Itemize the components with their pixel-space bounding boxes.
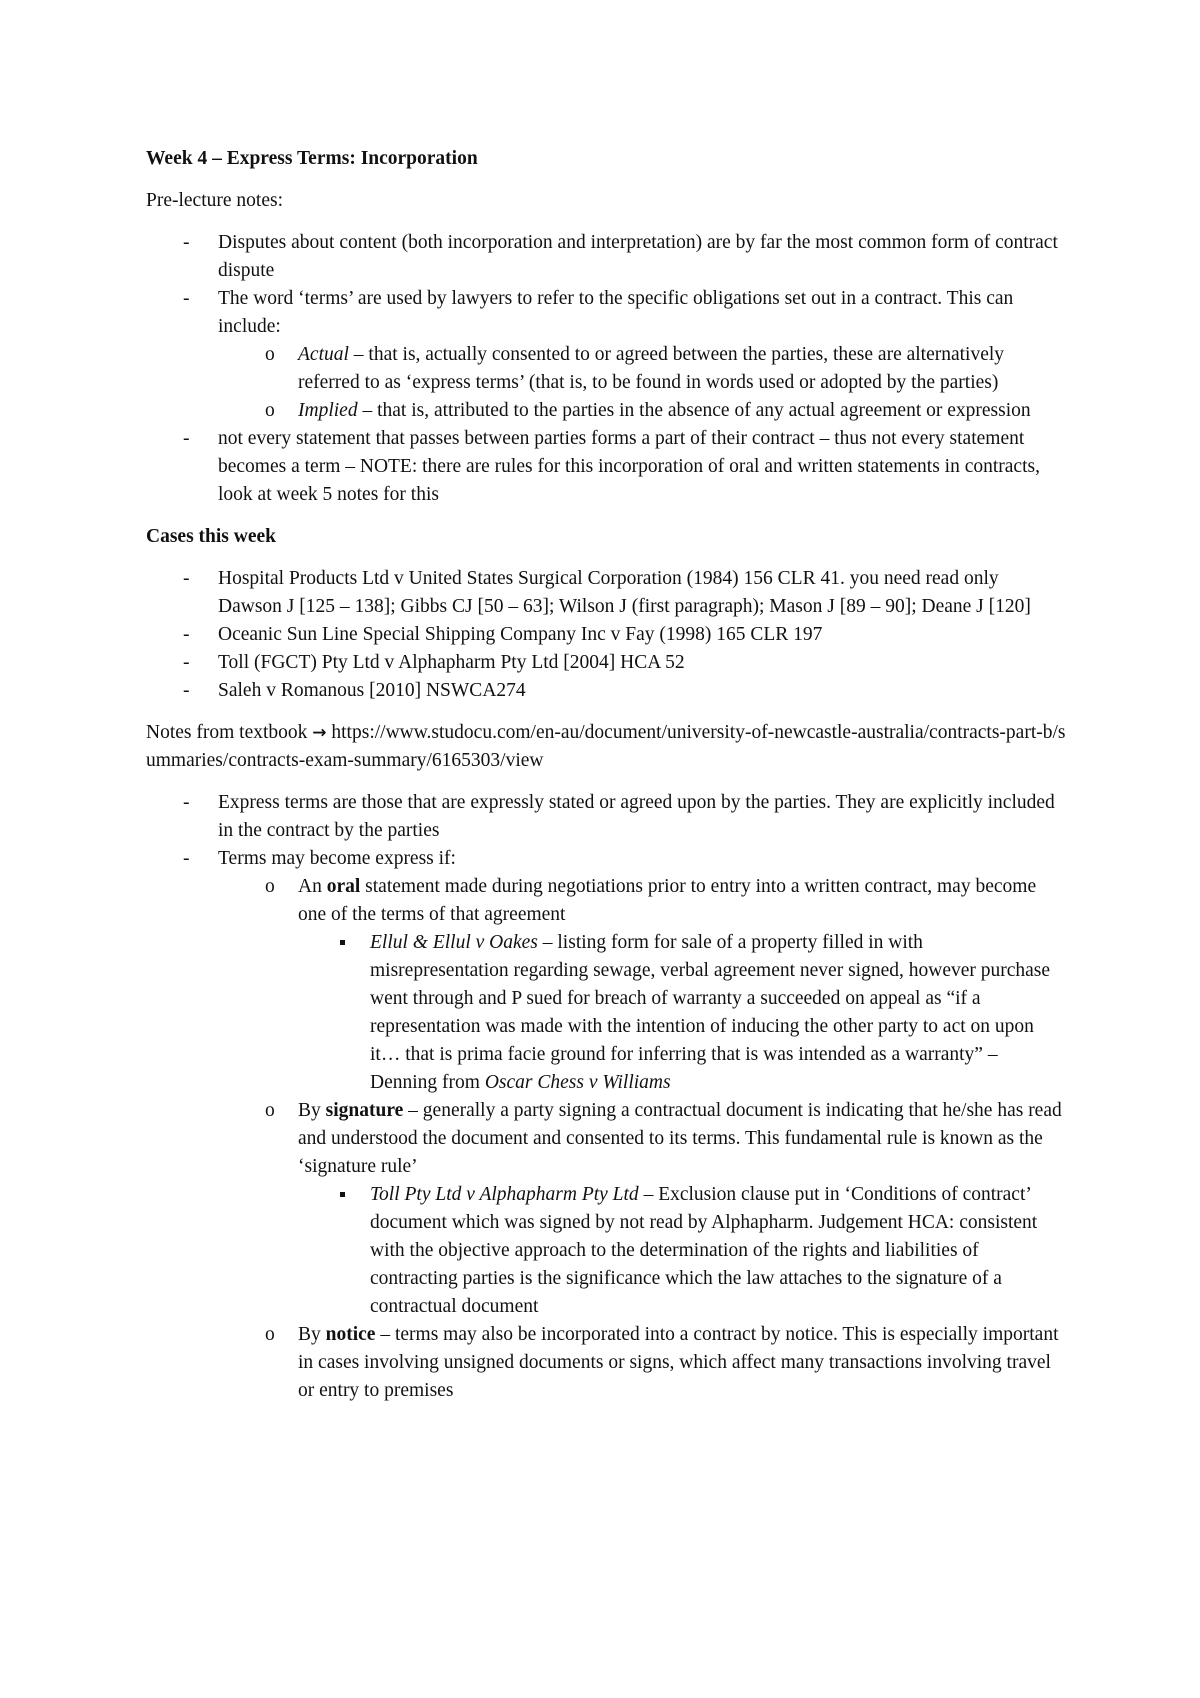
prelecture-list [146,229,1066,341]
sub-item-text: By [298,1100,326,1121]
list-item-text: Express terms are those that are expressly stated or agreed upon by the parties. They are explicitly included in the contract by the parties [218,792,1055,841]
list-item [146,789,1066,845]
case-name: Toll Pty Ltd v Alphapharm Pty Ltd [370,1184,639,1205]
case-detail-toll [298,1181,1066,1321]
dash-bullet: - [183,848,190,869]
document-page [146,145,1066,1405]
sub-list-item [218,341,1066,397]
prelecture-label: Pre-lecture notes: [146,190,283,211]
textbook-note [146,719,1066,775]
sub-list-item-oral [218,873,1066,929]
case-text: Hospital Products Ltd v United States Surgical Corporation (1984) 156 CLR 41. you need read only Dawson J [125 – 138]; Gibbs CJ [50 – 63]; Wilson J (first paragraph); Mason J [89 – 90]; Deane J [120] [218,568,1031,617]
list-item [146,229,1066,285]
case-detail-text: – listing form for sale of a property filled in with misrepresentation regarding sewage, verbal agreement never signed, however purchase went through and P sued for breach of warranty a succeeded on appeal as “if a representation was made with the intention of inducing the other party to act on upon it… that is prima facie ground for inferring that is was intended as a warranty” – Denning from [370,932,1051,1093]
case-item [146,649,1066,677]
keyword-notice: notice [325,1324,376,1345]
term-actual: Actual [298,344,349,365]
arrow-icon: → [312,723,327,743]
case-detail-text: – Exclusion clause put in ‘Conditions of contract’ document which was signed by not read by Alphapharm. Judgement HCA: consistent with the objective approach to the determination of the rights and liabilities of contracting parties is the significance which the law attaches to the signature of a contractual document [370,1184,1038,1317]
page-title: Week 4 – Express Terms: Incorporation [146,148,478,169]
square-bullet [340,1192,345,1197]
prelecture-list-continued [146,425,1066,509]
o-bullet: o [265,400,275,421]
o-bullet: o [265,1324,275,1345]
o-bullet: o [265,344,275,365]
case-text: Saleh v Romanous [2010] NSWCA274 [218,680,526,701]
express-list [146,789,1066,873]
sub-list-item [218,397,1066,425]
case-item [146,565,1066,621]
dash-bullet: - [183,652,190,673]
dash-bullet: - [183,428,190,449]
list-item [146,285,1066,341]
sub-item-text: – terms may also be incorporated into a contract by notice. This is especially important in cases involving unsigned documents or signs, which affect many transactions involving travel or entry to premises [298,1324,1059,1401]
dash-bullet: - [183,624,190,645]
o-bullet: o [265,1100,275,1121]
dash-bullet: - [183,288,190,309]
list-item-text: Disputes about content (both incorporation and interpretation) are by far the most common form of contract dispute [218,232,1058,281]
dash-bullet: - [183,232,190,253]
textbook-prefix: Notes from textbook [146,722,313,743]
case-item [146,677,1066,705]
cases-list [146,565,1066,705]
case-text: Toll (FGCT) Pty Ltd v Alphapharm Pty Ltd [2004] HCA 52 [218,652,685,673]
sub-item-text: – that is, attributed to the parties in the absence of any actual agreement or expression [357,400,1031,421]
sub-item-text: – generally a party signing a contractual document is indicating that he/she has read and understood the document and consented to its terms. This fundamental rule is known as the ‘signature rule’ [298,1100,1062,1177]
term-implied: Implied [298,400,358,421]
keyword-signature: signature [325,1100,404,1121]
list-item [146,845,1066,873]
case-name: Ellul & Ellul v Oakes [370,932,538,953]
sub-item-text: An [298,876,327,897]
sub-item-text: By [298,1324,326,1345]
sub-list-item-signature [218,1097,1066,1181]
sub-list-item-notice [218,1321,1066,1405]
dash-bullet: - [183,680,190,701]
list-item-text: Terms may become express if: [218,848,456,869]
o-bullet: o [265,876,275,897]
keyword-oral: oral [326,876,361,897]
sub-item-text: – that is, actually consented to or agreed between the parties, these are alternatively referred to as ‘express terms’ (that is, to be found in words used or adopted by the parties) [298,344,1005,393]
dash-bullet: - [183,792,190,813]
list-item-text: The word ‘terms’ are used by lawyers to refer to the specific obligations set out in a contract. This can include: [218,288,1014,337]
dash-bullet: - [183,568,190,589]
case-citation: Oscar Chess v Williams [484,1072,671,1093]
case-detail-ellul [298,929,1066,1097]
sub-item-text: statement made during negotiations prior to entry into a written contract, may become one of the terms of that agreement [298,876,1037,925]
case-item [146,621,1066,649]
list-item [146,425,1066,509]
case-text: Oceanic Sun Line Special Shipping Company Inc v Fay (1998) 165 CLR 197 [218,624,823,645]
list-item-text: not every statement that passes between parties forms a part of their contract – thus not every statement becomes a term – NOTE: there are rules for this incorporation of oral and written statements in contracts, look at week 5 notes for this [218,428,1040,505]
textbook-link[interactable]: https://www.studocu.com/en-au/document/university-of-newcastle-australia/contracts-part-b/summaries/contracts-exam-summary/6165303/view [146,722,1066,771]
cases-heading: Cases this week [146,526,276,547]
square-bullet [340,940,345,945]
